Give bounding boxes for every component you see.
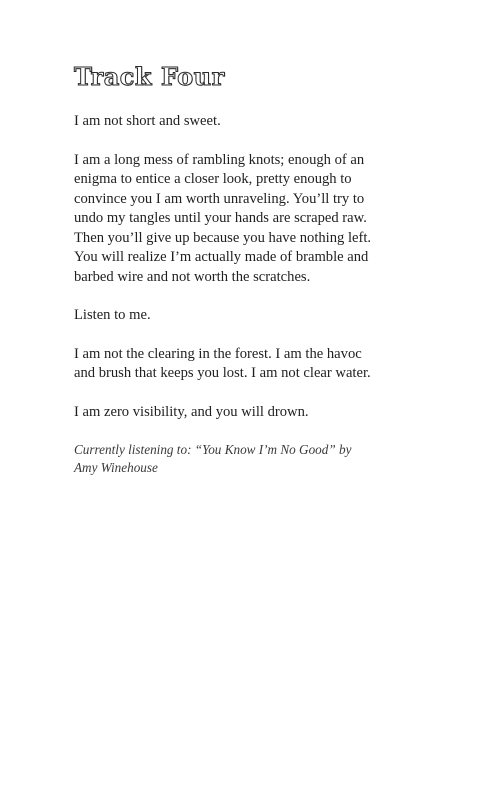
paragraph-4: I am not the clearing in the forest. I am the havoc and brush that keeps you lost. I am not clear water.: [74, 345, 371, 381]
page-content: [74, 62, 374, 477]
paragraph-1: I am not short and sweet.: [74, 113, 221, 129]
paragraph-2: I am a long mess of rambling knots; enough of an enigma to entice a closer look, pretty enough to convince you I am worth unraveling. You’ll try to undo my tangles until your hands are scraped raw. Then you’ll give up because you have nothing left. You will realize I’m actually made of bramble and barbed wire and not worth the scratches.: [74, 151, 372, 285]
listening-credit: Currently listening to: “You Know I’m No Good” by Amy Winehouse: [74, 442, 352, 475]
page-title: Track Four: [74, 62, 225, 91]
paragraph-5: I am zero visibility, and you will drown.: [74, 403, 309, 420]
paragraph-3: Listen to me.: [74, 307, 151, 323]
